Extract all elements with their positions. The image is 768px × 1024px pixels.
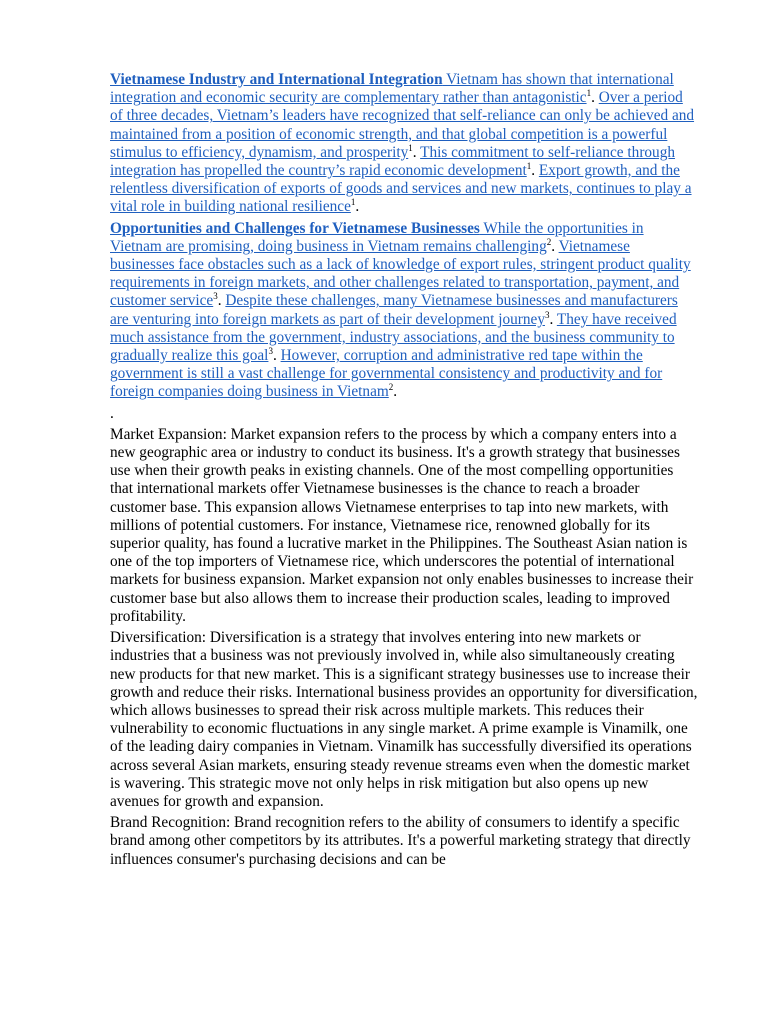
sentence-punct: . [551, 237, 559, 255]
sentence-link[interactable]: Vietnamese businesses face obstacles such as a lack of knowledge of export rules, stringent product quality requirements in foreign markets, and other challenges related to transportation, payment, and customer service [110, 237, 691, 310]
footnote-ref: 3 [544, 309, 550, 320]
sentence-link[interactable]: They have received much assistance from the government, industry associations, and the business community to gradually realize this goal [110, 310, 677, 365]
linked-sentence: Vietnam has shown that international integration and economic security are complementary rather than antagonistic [110, 71, 674, 107]
footnote-ref: 1 [408, 142, 413, 153]
sentence-link[interactable]: However, corruption and administrative red tape within the government is still a vast challenge for governmental consistency and productivity and for foreign companies doing business in Vietnam [110, 347, 663, 401]
sentence-link[interactable]: Despite these challenges, many Vietnamese businesses and manufacturers are venturing into foreign markets as part of their development journey [110, 292, 678, 328]
sentence-punct: . [217, 292, 226, 310]
footnote-ref: 1 [526, 160, 532, 171]
sentence-punct: . [393, 383, 398, 401]
sentence-link[interactable]: This commitment to self-reliance through integration has propelled the country’s rapid economic development [110, 143, 676, 180]
separator-dot: . [110, 404, 114, 422]
sentence-punct: . [591, 89, 599, 107]
sentence-punct: . [412, 143, 421, 161]
sentence-punct: . [355, 198, 360, 216]
sentence-punct: . [531, 162, 539, 180]
heading-integration: Vietnamese Industry and International Integration [110, 71, 443, 88]
footnote-ref: 1 [350, 197, 356, 208]
sentence-link[interactable]: Export growth, and the relentless diversification of exports of goods and services and new markets, continues to play a vital role in building national resilience [110, 162, 692, 216]
sentence-punct: . [549, 310, 557, 328]
footnote-ref: 2 [388, 382, 394, 393]
heading-opportunities: Opportunities and Challenges for Vietnamese Businesses [110, 219, 480, 237]
paragraph-market-expansion: Market Expansion: Market expansion refers to the process by which a company enters into a new geographic area or industry to conduct its business. It's a growth strategy that businesses use when their growth peaks in existing channels. One of the most compelling opportunities that international markets offer Vietnamese businesses is the chance to reach a broader customer base. This expansion allows Vietnamese enterprises to tap into new markets, with millions of potential customers. For instance, Vietnamese rice, renowned globally for its superior quality, has found a lucrative market in the Philippines. The Southeast Asian nation is one of the top importers of Vietnamese rice, which underscores the potential of international markets for business expansion. Market expansion not only enables businesses to increase their customer base but also allows them to increase their production scales, leading to improved profitability. [110, 425, 694, 625]
footnote-ref: 3 [268, 345, 273, 356]
paragraph-brand-recognition: Brand Recognition: Brand recognition refers to the ability of consumers to identify a specific brand among other competitors by its attributes. It's a powerful marketing strategy that directly influences consumer's purchasing decisions and can be [110, 814, 691, 868]
footnote-ref: 3 [213, 291, 218, 302]
linked-sentence: While the opportunities in Vietnam are promising, doing business in Vietnam remains challenging [110, 219, 644, 255]
footnote-ref: 2 [546, 236, 552, 247]
intro-paragraph-opportunities [110, 220, 698, 402]
paragraph-diversification: Diversification: Diversification is a strategy that involves entering into new markets or industries that a business was not previously involved in, while also simultaneously creating new products for that new market. This is a significant strategy businesses use to increase their growth and reduce their risks. International business provides an opportunity for diversification, which allows businesses to spread their risk across multiple markets. This reduces their vulnerability to economic fluctuations in any single market. A prime example is Vinamilk, one of the leading dairy companies in Vietnam. Vinamilk has successfully diversified its operations across several Asian markets, ensuring steady revenue streams even when the domestic market is wavering. This strategic move not only helps in risk mitigation but also opens up new avenues for growth and expansion. [110, 629, 698, 810]
intro-paragraph-integration [110, 71, 698, 217]
sentence-punct: . [272, 347, 281, 365]
footnote-ref: 1 [586, 88, 592, 99]
sentence-link[interactable]: Over a period of three decades, Vietnam’s leaders have recognized that self-reliance can only be achieved and maintained from a position of economic strength, and that global competition is a powerful stimulus to efficiency, dynamism, and prosperity [110, 89, 695, 161]
document-page [110, 71, 698, 872]
